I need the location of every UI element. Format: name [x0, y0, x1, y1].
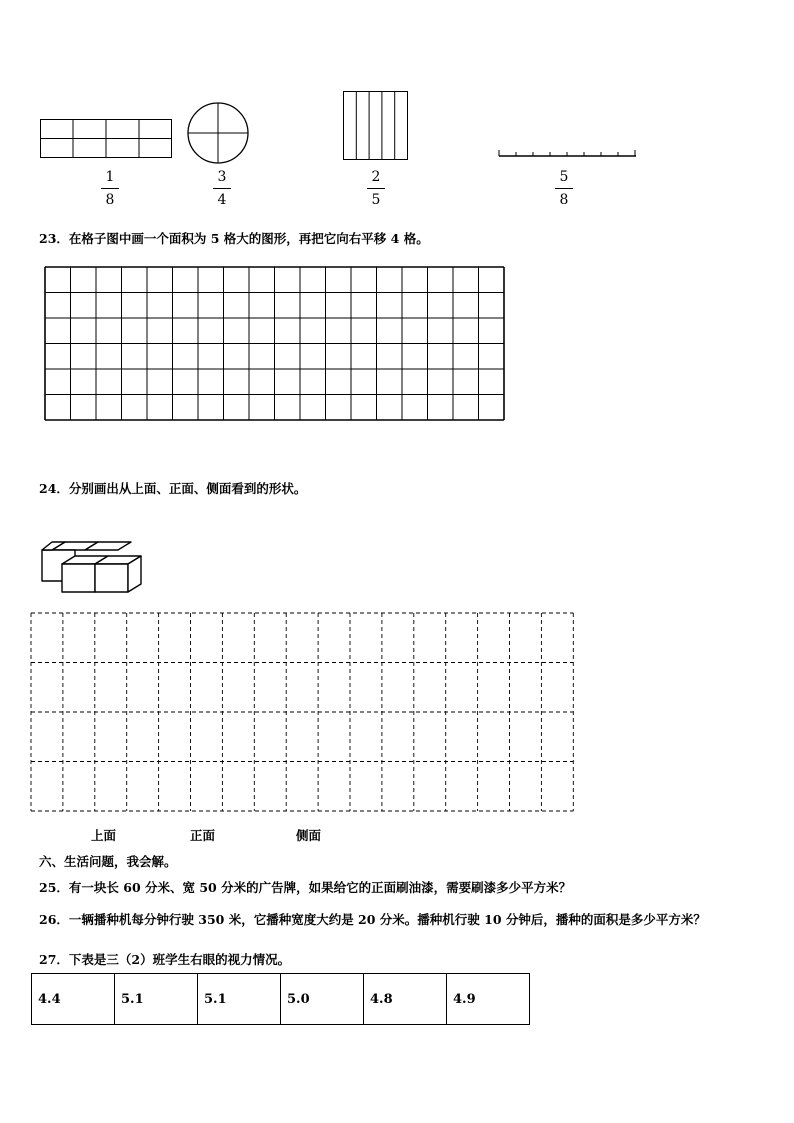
question-25: 25．有一块长 60 分米、宽 50 分米的广告牌，如果给它的正面刷油漆，需要刷漆多少平方米？	[39, 880, 572, 895]
fraction-denominator: 8	[559, 192, 569, 208]
fraction-denominator: 8	[105, 192, 115, 208]
square-fifths-figure	[343, 91, 409, 161]
view-label-front: 正面	[190, 828, 216, 843]
view-label-side: 侧面	[296, 828, 322, 843]
table-cell: 5.0	[281, 974, 364, 1025]
segment-line-figure	[498, 146, 638, 160]
question-24: 24．分别画出从上面、正面、侧面看到的形状。	[39, 481, 307, 496]
fraction-4	[552, 168, 576, 209]
square-grid[interactable]	[44, 266, 506, 423]
question-23: 23．在格子图中画一个面积为 5 格大的图形，再把它向右平移 4 格。	[39, 231, 429, 246]
table-cell: 4.9	[447, 974, 530, 1025]
table-cell: 5.1	[198, 974, 281, 1025]
table-cell: 4.8	[364, 974, 447, 1025]
fraction-numerator: 1	[105, 169, 115, 185]
fraction-numerator: 3	[217, 169, 227, 185]
question-27: 27．下表是三（2）班学生右眼的视力情况。	[39, 952, 291, 967]
fraction-numerator: 5	[559, 169, 569, 185]
fraction-denominator: 5	[371, 192, 381, 208]
table-cell: 5.1	[115, 974, 198, 1025]
circle-quarters-figure	[186, 101, 250, 165]
fraction-denominator: 4	[217, 192, 227, 208]
dashed-drawing-grid[interactable]	[30, 612, 574, 812]
section-6-heading: 六、生活问题，我会解。	[39, 854, 177, 869]
cube-solid-figure	[40, 541, 144, 593]
fraction-numerator: 2	[371, 169, 381, 185]
table-cell: 4.4	[32, 974, 115, 1025]
fraction-1	[98, 168, 122, 209]
vision-table	[31, 973, 530, 1025]
fraction-3	[364, 168, 388, 209]
view-label-top: 上面	[91, 828, 117, 843]
table-row	[32, 974, 530, 1025]
fraction-2	[210, 168, 234, 209]
question-26: 26．一辆播种机每分钟行驶 350 米，它播种宽度大约是 20 分米。播种机行驶 10 分钟后，播种的面积是多少平方米？	[39, 912, 706, 927]
rectangle-eighths-figure	[40, 119, 172, 159]
